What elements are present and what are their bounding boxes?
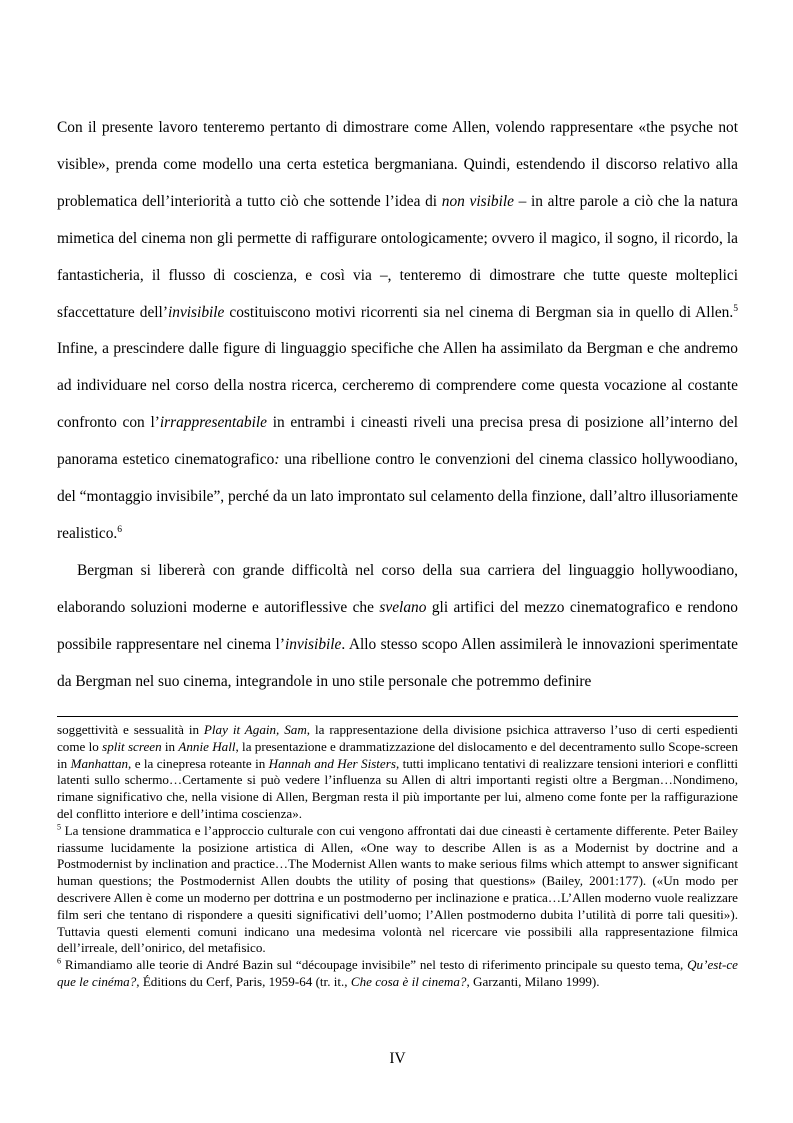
text-run: una ribellione contro le convenzioni del cinema classico hollywoodiano, del “montaggio invisibile”, perché da un lato improntato sul celamento della finzione, dall’altro illusoriamente realistico.: [57, 451, 738, 542]
main-text: [57, 110, 738, 701]
text-run: , la rappresentazione della divisione psichica attraverso l’uso di certi espedienti come lo: [57, 722, 738, 754]
footnote-number: 5: [57, 822, 62, 832]
italic-run: invisibile: [167, 303, 225, 321]
footnote-separator: [57, 716, 738, 717]
text-run: . Allo stesso scopo Allen assimilerà le innovazioni sperimentate da Bergman nel suo cinema, integrandole in uno stile personale che potremmo definire: [57, 635, 738, 690]
italic-run: Manhattan: [70, 755, 129, 771]
footnote-6: [57, 957, 738, 991]
italic-run: invisibile: [284, 635, 342, 653]
text-run: Infine, a prescindere dalle figure di linguaggio specifiche che Allen ha assimilato da Bergman e che andremo ad individuare nel corso della nostra ricerca, cercheremo di comprendere come questa vocazione al costante confronto con l’: [57, 340, 738, 432]
text-run: Rimandiamo alle teorie di André Bazin sul “découpage invisibile” nel testo di riferimento principale su questo tema,: [61, 957, 688, 973]
body-paragraph-1: [57, 110, 738, 553]
italic-run: Qu’est-ce que le cinéma?: [57, 957, 738, 989]
italic-run: Play it Again, Sam: [203, 722, 307, 737]
italic-run: Hannah and Her Sisters: [268, 755, 396, 771]
text-run: Bergman si libererà con grande difficoltà nel corso della sua carriera del linguaggio hollywoodiano, elaborando soluzioni moderne e autoriflessive che: [57, 561, 738, 616]
text-run: costituiscono motivi ricorrenti sia nel cinema di Bergman sia in quello di Allen.: [224, 303, 734, 321]
italic-run: irrappresentabile: [159, 414, 268, 432]
italic-run: Che cosa è il cinema?: [350, 973, 467, 989]
text-run: , tutti implicano tentativi di realizzare tensioni interiori e conflitti latenti sullo schermo…Certamente si può vedere l’influenza su Allen di altri importanti registi oltre a Bergman…Nondimeno, rimane significativo che, nella visione di Allen, Bergman resta il più importante per lui, almeno come fonte per la raffigurazione del conflitto interiore e dell’intima coscienza».: [57, 755, 739, 821]
text-run: La tensione drammatica e l’approccio culturale con cui vengono affrontati dai due cineasti è certamente differente. Peter Bailey riassume lucidamente la posizione artistica di Allen, «One way to describe Allen is as a Modernist by doctrine and a Postmodernist by inclination and practice…The Modernist Allen wants to make serious films which attempt to answer significant human questions; the Postmodernist Allen doubts the utility of posing that questions» (Bailey, 2001:177). («Un modo per descrivere Allen è come un moderno per dottrina e un postmoderno per inclinazione e pratica…L’Allen moderno vuole realizzare film seri che tentano di rispondere a quesiti significativi dell’uomo; l’Allen postmoderno dubita l’utilità di porre tali quesiti»). Tuttavia questi elementi comuni indicano una medesima volontà nel ricercare vie possibili alla rappresentazione filmica dell’irreale, dell’onirico, del metafisico.: [57, 822, 738, 956]
text-run: gli artifici del mezzo cinematografico e rendono possibile rappresentare nel cinema l’: [57, 598, 738, 653]
text-run: – in altre parole a ciò che la natura mimetica del cinema non gli permette di raffigurare ontologicamente; ovvero il magico, il sogno, il ricordo, la fantasticheria, il flusso di coscienza, e così via –, tenteremo di dimostrare che tutte queste molteplici sfaccettature dell’: [57, 192, 738, 321]
italic-run: non visibile: [441, 192, 514, 210]
text-run: Con il presente lavoro tenteremo pertanto di dimostrare come Allen, volendo rappresentare «the psyche not visible», prenda come modello una certa estetica bergmaniana. Quindi, estendendo il discorso relativo alla problematica dell’interiorità a tutto ciò che sottende l’idea di: [57, 119, 738, 210]
text-run: soggettività e sessualità in: [57, 722, 204, 737]
text-run: , Garzanti, Milano 1999).: [466, 973, 600, 989]
italic-run: :: [274, 451, 280, 469]
footnote-continuation: [57, 722, 738, 823]
footnote-number: 6: [57, 956, 62, 966]
italic-run: Annie Hall: [178, 738, 236, 754]
footnotes: [57, 722, 738, 991]
body-paragraph-2: [57, 553, 738, 701]
italic-run: split screen: [102, 738, 162, 754]
italic-run: svelano: [379, 598, 427, 616]
footnote-ref-5[interactable]: 5: [733, 302, 738, 314]
text-run: , e la cinepresa roteante in: [128, 755, 269, 771]
text-run: in entrambi i cineasti riveli una precisa presa di posizione all’interno del panorama estetico cinematografico: [57, 414, 738, 469]
page-number: IV: [389, 1050, 406, 1067]
footnote-5: [57, 823, 738, 957]
text-run: , la presentazione e drammatizzazione del dislocamento e del decentramento sullo Scope-screen in: [57, 738, 739, 771]
footnote-ref-6[interactable]: 6: [117, 523, 123, 535]
text-run: in: [161, 738, 179, 754]
text-run: , Éditions du Cerf, Paris, 1959-64 (tr. it.,: [136, 973, 351, 989]
